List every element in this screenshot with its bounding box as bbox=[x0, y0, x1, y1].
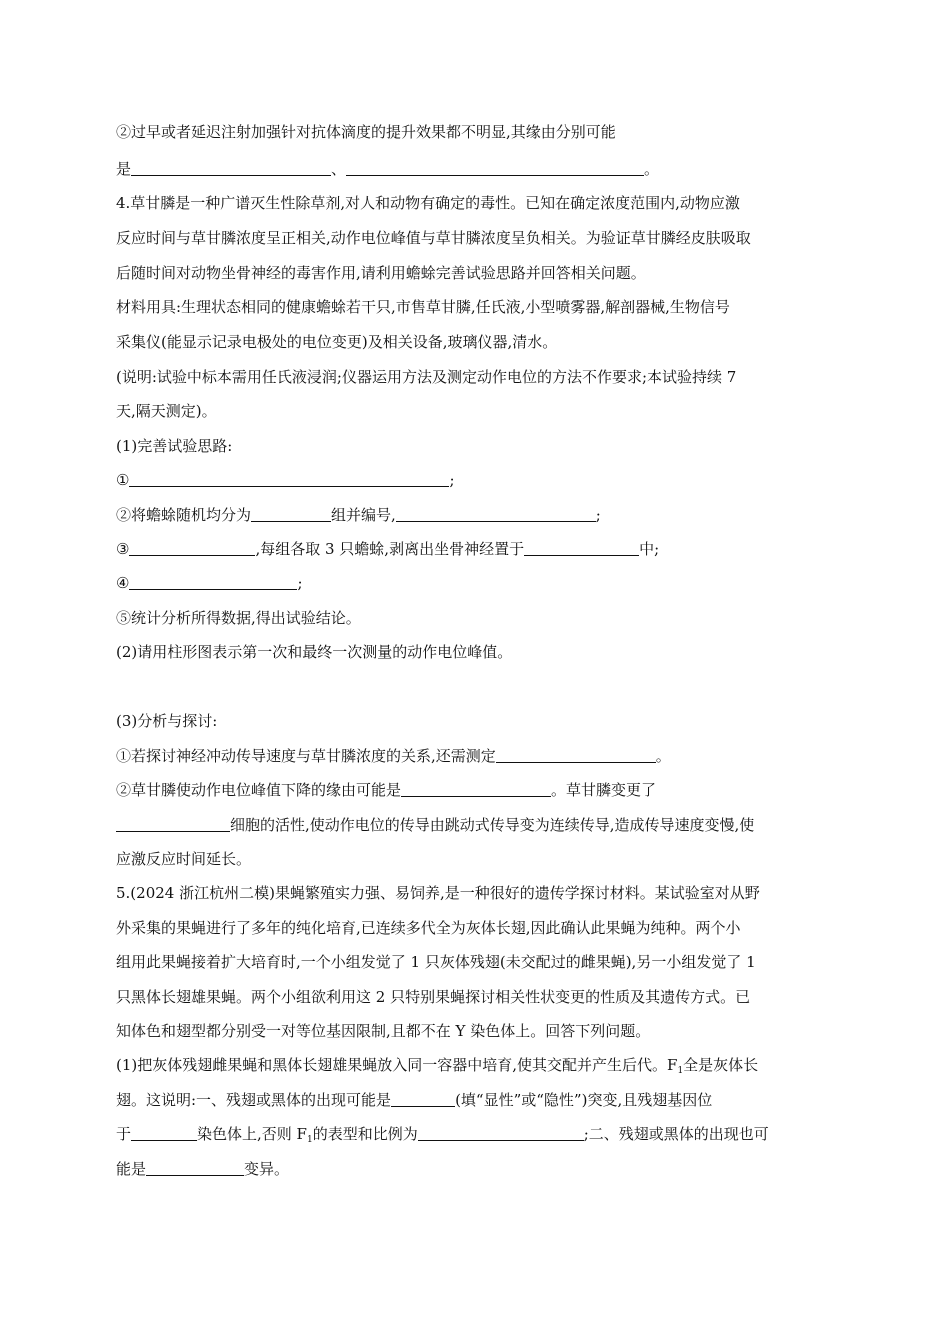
q4-note-line1: (说明:试验中标本需用任氏液浸润;仪器运用方法及测定动作电位的方法不作要求;本试验持续 7 bbox=[116, 368, 737, 386]
answer-blank[interactable] bbox=[396, 505, 596, 522]
answer-blank[interactable] bbox=[251, 505, 331, 522]
q4-materials-line1: 材料用具:生理状态相同的健康蟾蜍若干只,市售草甘膦,任氏液,小型喷雾器,解剖器械,生物信号 bbox=[116, 298, 730, 316]
q5-stem-line2: 外采集的果蝇进行了多年的纯化培育,已连续多代全为灰体长翅,因此确认此果蝇为纯种。两个小 bbox=[116, 919, 741, 937]
q3-part2-line1: ②过早或者延迟注射加强针对抗体滴度的提升效果都不明显,其缘由分别可能 bbox=[116, 123, 616, 141]
answer-blank[interactable] bbox=[116, 815, 230, 832]
answer-blank[interactable] bbox=[524, 539, 639, 556]
answer-blank[interactable] bbox=[129, 573, 297, 590]
answer-blank[interactable] bbox=[131, 1124, 197, 1141]
q4-sub3-item1: ①若探讨神经冲动传导速度与草甘膦浓度的关系,还需测定 。 bbox=[116, 747, 671, 765]
answer-blank[interactable] bbox=[496, 746, 656, 763]
q4-sub3-item2-end: 应激反应时间延长。 bbox=[116, 850, 252, 868]
answer-blank[interactable] bbox=[131, 159, 331, 176]
q4-materials-line2: 采集仪(能显示记录电极处的电位变更)及相关设备,玻璃仪器,清水。 bbox=[116, 333, 558, 351]
q4-step2: ②将蟾蜍随机均分为 组并编号, ; bbox=[116, 506, 601, 524]
answer-blank[interactable] bbox=[391, 1090, 455, 1107]
answer-blank[interactable] bbox=[129, 539, 255, 556]
q4-step1: ① ; bbox=[116, 471, 455, 489]
q4-note-line2: 天,隔天测定)。 bbox=[116, 402, 217, 420]
q4-step4: ④ ; bbox=[116, 574, 303, 592]
q4-sub3-item2: ②草甘膦使动作电位峰值下降的缘由可能是 。草甘膦变更了 bbox=[116, 781, 657, 799]
q4-step5: ⑤统计分析所得数据,得出试验结论。 bbox=[116, 609, 361, 627]
q5-sub1-line3: 于 染色体上,否则 $F_1$的表型和比例为 ;二、残翅或黑体的出现也可 bbox=[116, 1125, 769, 1145]
q5-sub1-line2: 翅。这说明:一、残翅或黑体的出现可能是 (填“显性”或“隐性”)突变,且残翅基因位 bbox=[116, 1091, 713, 1109]
q5-sub1-line1: (1)把灰体残翅雌果蝇和黑体长翅雄果蝇放入同一容器中培育,使其交配并产生后代。$F_1$全是灰体长 bbox=[116, 1056, 759, 1076]
q4-stem-line3: 后随时间对动物坐骨神经的毒害作用,请利用蟾蜍完善试验思路并回答相关问题。 bbox=[116, 264, 646, 282]
answer-blank[interactable] bbox=[346, 159, 644, 176]
q4-step3: ③ ,每组各取 3 只蟾蜍,剥离出坐骨神经置于 中; bbox=[116, 540, 660, 558]
answer-blank[interactable] bbox=[129, 470, 449, 487]
q5-stem-line4: 只黑体长翅雄果蝇。两个小组欲利用这 2 只特别果蝇探讨相关性状变更的性质及其遗传方式。已 bbox=[116, 988, 751, 1006]
q4-sub3-item2-cont: 细胞的活性,使动作电位的传导由跳动式传导变为连续传导,造成传导速度变慢,使 bbox=[116, 815, 754, 835]
q4-sub3-heading: (3)分析与探讨: bbox=[116, 712, 218, 730]
answer-blank[interactable] bbox=[146, 1159, 244, 1176]
q3-part2-line2: 是 、 。 bbox=[116, 160, 660, 178]
q4-stem-line2: 反应时间与草甘膦浓度呈正相关,动作电位峰值与草甘膦浓度呈负相关。为验证草甘膦经皮肤吸取 bbox=[116, 229, 751, 247]
q5-stem-line5: 知体色和翅型都分别受一对等位基因限制,且都不在 Y 染色体上。回答下列问题。 bbox=[116, 1022, 651, 1040]
q4-sub1-heading: (1)完善试验思路: bbox=[116, 437, 233, 455]
q5-stem-line3: 组用此果蝇接着扩大培育时,一个小组发觉了 1 只灰体残翅(未交配过的雌果蝇),另一小组发觉了 1 bbox=[116, 953, 756, 971]
q4-stem-line1: 4.草甘膦是一种广谱灭生性除草剂,对人和动物有确定的毒性。已知在确定浓度范围内,动物应激 bbox=[116, 194, 740, 212]
answer-blank[interactable] bbox=[401, 780, 551, 797]
answer-blank[interactable] bbox=[418, 1124, 584, 1141]
q5-stem-line1: 5.(2024 浙江杭州二模)果蝇繁殖实力强、易饲养,是一种很好的遗传学探讨材料。某试验室对从野 bbox=[116, 884, 760, 902]
q4-sub2: (2)请用柱形图表示第一次和最终一次测量的动作电位峰值。 bbox=[116, 643, 513, 661]
q5-sub1-line4: 能是 变异。 bbox=[116, 1160, 290, 1178]
